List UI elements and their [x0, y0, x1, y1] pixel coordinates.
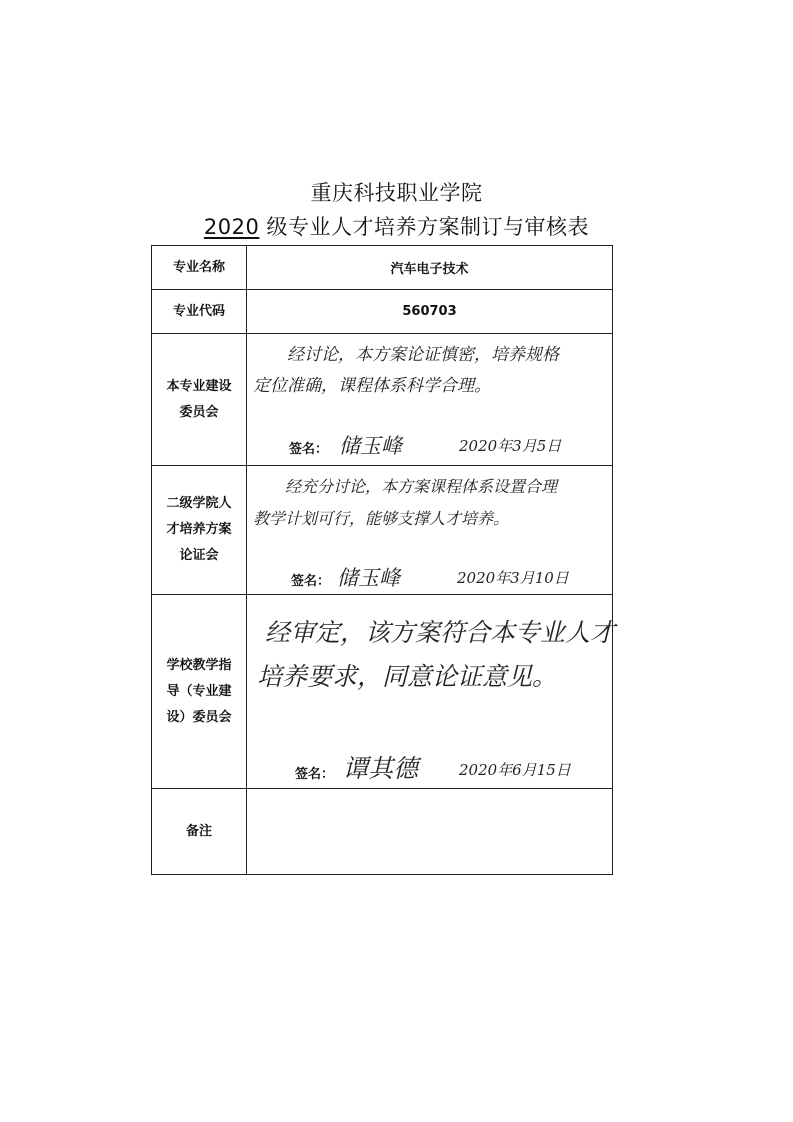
- school-sign-label: 签名：: [295, 767, 335, 782]
- school-opinion-l2: 培养要求，同意论证意见。: [257, 662, 558, 691]
- school-label: [152, 595, 247, 789]
- school-label-l3: 设）委员会: [166, 709, 232, 725]
- committee-sign-date: 2020年3月5日: [459, 437, 562, 455]
- row-major-code: [152, 290, 613, 334]
- page-subtitle: [0, 211, 793, 241]
- row-college: [152, 466, 613, 595]
- college-sign-label: 签名：: [291, 574, 331, 589]
- college-opinion-l1: 经充分讨论，本方案课程体系设置合理: [285, 477, 558, 496]
- remarks-value: [247, 789, 613, 875]
- college-label: [152, 466, 247, 595]
- row-school: [152, 595, 613, 789]
- row-remarks: [152, 789, 613, 875]
- college-opinion-cell: [247, 466, 613, 595]
- review-form-table: [151, 245, 616, 875]
- school-opinion-cell: [247, 595, 616, 789]
- committee-opinion-l2: 定位准确，课程体系科学合理。: [253, 376, 491, 396]
- row-committee: [152, 334, 613, 466]
- college-opinion-l2: 教学计划可行，能够支撑人才培养。: [253, 509, 510, 528]
- title-rest: 级专业人才培养方案制订与审核表: [259, 215, 590, 239]
- row-major-name: [152, 246, 613, 290]
- major-name-value: 汽车电子技术: [247, 246, 613, 290]
- school-sign-date: 2020年6月15日: [459, 761, 571, 779]
- school-opinion-l1: 经审定，该方案符合本专业人才: [265, 618, 616, 647]
- committee-label-l2: 委员会: [179, 404, 219, 420]
- college-label-l3: 论证会: [179, 548, 219, 563]
- major-code-value: 560703: [247, 290, 613, 334]
- committee-label: [152, 334, 247, 466]
- major-code-label: 专业代码: [152, 290, 247, 334]
- school-signature: 谭其德: [343, 754, 419, 783]
- committee-sign-label: 签名：: [289, 442, 329, 457]
- school-label-l1: 学校教学指: [166, 657, 232, 673]
- college-label-l2: 才培养方案: [166, 522, 232, 537]
- school-label-l2: 导（专业建: [166, 683, 232, 699]
- title-year: 2020: [203, 215, 260, 239]
- college-sign-date: 2020年3月10日: [457, 569, 569, 587]
- committee-signature: 储玉峰: [339, 434, 402, 458]
- committee-label-l1: 本专业建设: [166, 378, 232, 394]
- committee-opinion-l1: 经讨论，本方案论证慎密，培养规格: [287, 345, 559, 365]
- remarks-label: 备注: [152, 789, 247, 875]
- major-name-label: 专业名称: [152, 246, 247, 290]
- college-label-l1: 二级学院人: [166, 496, 232, 511]
- college-signature: 储玉峰: [337, 566, 400, 590]
- committee-opinion-cell: [247, 334, 613, 466]
- page-title: 重庆科技职业学院: [310, 181, 483, 205]
